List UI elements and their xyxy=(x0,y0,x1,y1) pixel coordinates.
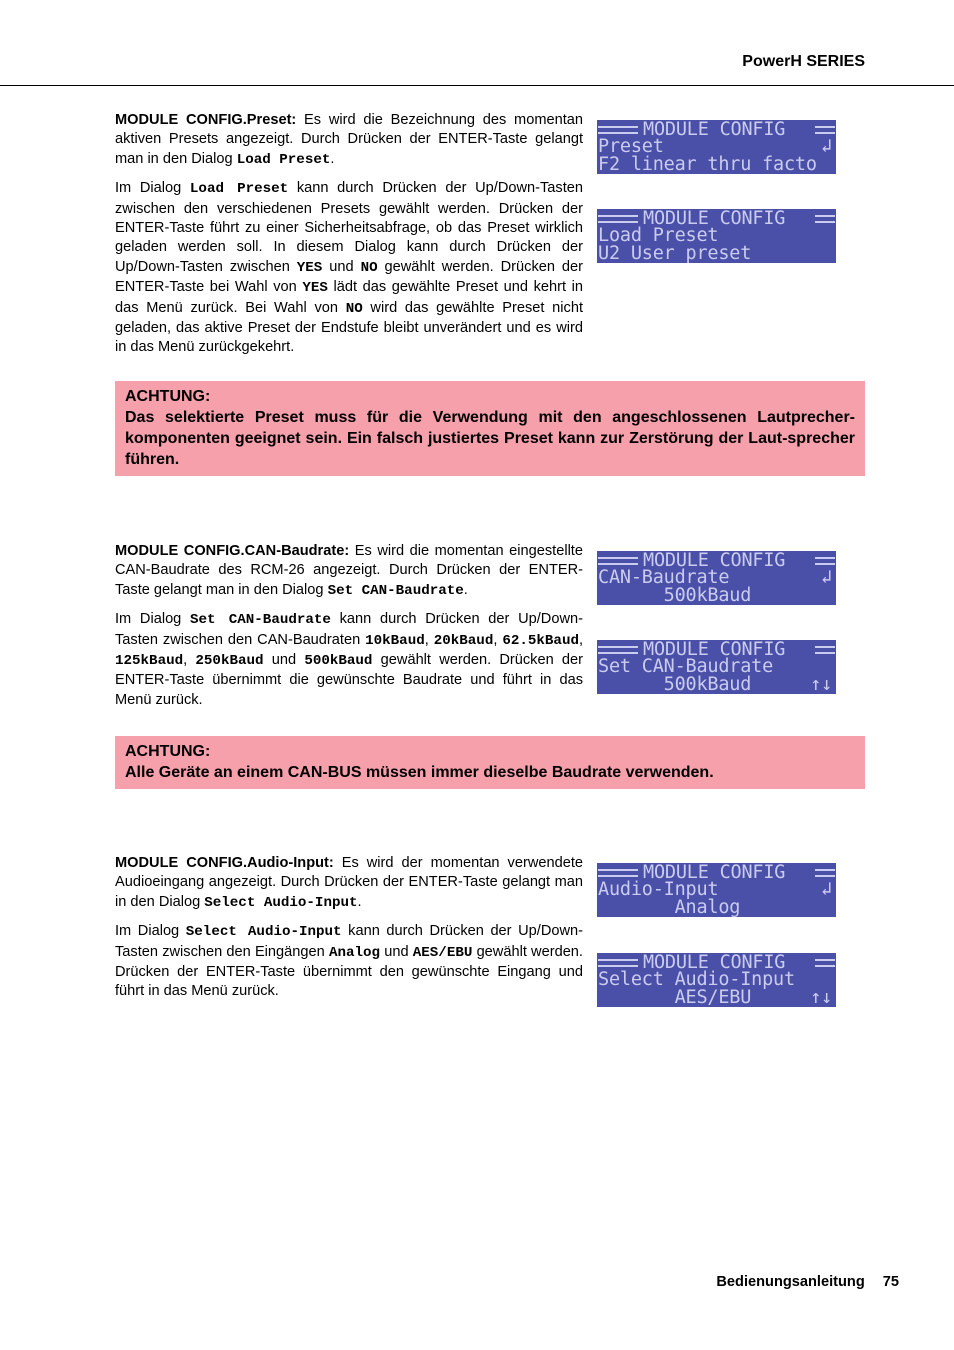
lcd-display xyxy=(597,120,836,174)
lcd-display xyxy=(597,863,836,917)
dialog-name: Set CAN-Baudrate xyxy=(327,582,464,599)
lcd-line-2: U2 User preset xyxy=(598,242,752,263)
text: lädt das gewählte Preset und kehrt in das Menü zurück. Bei Wahl von xyxy=(115,279,583,316)
lcd-line-1: Audio-Input xyxy=(598,879,719,901)
lcd-line-1: Select Audio-Input xyxy=(598,969,795,991)
lcd-display xyxy=(597,209,836,263)
text: . xyxy=(357,893,362,910)
text: Es wird die Bezeichnung des momentan aktiven Presets angezeigt. Durch Drücken der ENTER-Taste gelangt man in den Dialog xyxy=(115,112,583,167)
lcd-line-2: Analog xyxy=(598,896,741,917)
enter-icon: ↲ xyxy=(821,879,832,901)
option-value: 125kBaud xyxy=(115,653,184,670)
option-value: 10kBaud xyxy=(365,632,425,649)
text: gewählt werden. Drücken der ENTER-Taste bei Wahl von xyxy=(115,258,583,296)
lcd-display xyxy=(597,551,836,605)
page-header-title: PowerH SERIES xyxy=(742,53,865,70)
paragraph xyxy=(115,111,583,170)
warning-box xyxy=(115,736,865,789)
paragraph xyxy=(115,922,583,1002)
text: und xyxy=(322,258,361,275)
text: und xyxy=(263,652,305,669)
option-value: AES/EBU xyxy=(412,944,473,961)
section-heading: MODULE CONFIG.Preset: xyxy=(115,112,297,128)
lcd-display xyxy=(597,640,836,694)
lcd-title: MODULE CONFIG xyxy=(643,863,786,883)
section-heading: MODULE CONFIG.CAN-Baudrate: xyxy=(115,543,350,559)
option-value: Analog xyxy=(328,944,381,961)
page-number: 75 xyxy=(882,1274,899,1290)
option-value: 500kBaud xyxy=(304,653,373,670)
text: , xyxy=(493,631,503,648)
text: kann durch Drücken der Up/Down-Tasten zwischen den Eingängen xyxy=(115,923,584,960)
section-text xyxy=(115,542,583,719)
lcd-title: MODULE CONFIG xyxy=(643,953,786,973)
section-heading: MODULE CONFIG.Audio-Input: xyxy=(115,855,334,871)
lcd-line-2: AES/EBU xyxy=(598,986,752,1007)
enter-icon: ↲ xyxy=(821,136,832,158)
paragraph xyxy=(115,179,583,358)
text: . xyxy=(463,581,468,598)
text: kann durch Drücken der Up/Down-Tasten zwischen den verschiedenen Presets gewählt werden. Drücken der ENTER-Taste führt zu einer Sicherheitsabfrage, ob das Preset wirklich geladen werden soll. In diesem Dialog kann durch Drücken der Up/Down-Tasten zwischen xyxy=(115,180,583,275)
lcd-title: MODULE CONFIG xyxy=(643,640,786,660)
footer-label: Bedienungsanleitung xyxy=(716,1274,865,1290)
option-value: NO xyxy=(345,300,363,317)
paragraph xyxy=(115,854,583,913)
text: Im Dialog xyxy=(115,923,186,940)
dialog-name: Set CAN-Baudrate xyxy=(190,612,331,629)
section-preset xyxy=(115,111,865,376)
text: , xyxy=(424,631,434,648)
option-value: NO xyxy=(360,259,378,276)
lcd-line-1: Preset xyxy=(598,136,664,158)
text: , xyxy=(578,631,584,648)
text: . xyxy=(330,150,335,167)
text: wird das gewählte Preset nicht geladen, das aktive Preset der Endstufe bleibt unverändert und es wird in das Menü zurückgekehrt. xyxy=(115,299,583,356)
lcd-title: MODULE CONFIG xyxy=(643,120,786,140)
lcd-line-2: F2 linear thru facto xyxy=(598,153,817,174)
lcd-title: MODULE CONFIG xyxy=(643,209,786,229)
warning-label: ACHTUNG: xyxy=(125,743,211,760)
text: Im Dialog xyxy=(115,611,191,628)
dialog-name: Load Preset xyxy=(189,181,289,198)
text: und xyxy=(380,943,413,960)
text: gewählt werden. Drücken der ENTER-Taste übernimmt den gewünschte Eingang und führt in das Menü zurück. xyxy=(115,943,583,1000)
lcd-display xyxy=(597,953,836,1007)
option-value: 20kBaud xyxy=(433,632,494,649)
lcd-line-2: 500kBaud xyxy=(598,584,752,605)
warning-label: ACHTUNG: xyxy=(125,388,211,405)
text: Es wird der momentan verwendete Audioeingang angezeigt. Durch Drücken der ENTER-Taste gelangt man in den Dialog xyxy=(115,855,583,910)
up-down-arrows-icon: ↑↓ xyxy=(810,673,832,694)
text: , xyxy=(183,652,196,669)
section-can-baudrate xyxy=(115,542,865,732)
up-down-arrows-icon: ↑↓ xyxy=(810,986,832,1007)
lcd-line-1: Set CAN-Baudrate xyxy=(598,656,774,678)
text: Es wird die momentan eingestellte CAN-Baudrate des RCM-26 angezeigt. Durch Drücken der ENTER-Taste gelangt man in den Dialog xyxy=(115,543,583,598)
paragraph xyxy=(115,542,583,601)
header-rule xyxy=(0,85,954,86)
option-value: 62.5kBaud xyxy=(502,632,579,649)
option-value: YES xyxy=(302,280,328,297)
lcd-title: MODULE CONFIG xyxy=(643,551,786,571)
option-value: 250kBaud xyxy=(195,653,264,670)
option-value: YES xyxy=(296,259,323,276)
enter-icon: ↲ xyxy=(821,567,832,589)
warning-text: Das selektierte Preset muss für die Verwendung mit den angeschlossenen Lautprecher-komponenten geeignet sein. Ein falsch justiertes Preset kann zur Zerstörung der Laut-sprecher führen. xyxy=(125,409,855,468)
text: Im Dialog xyxy=(115,180,190,197)
lcd-line-1: Load Preset xyxy=(598,225,719,247)
section-audio-input xyxy=(115,854,865,1014)
lcd-line-2: 500kBaud xyxy=(598,673,752,694)
text: kann durch Drücken der Up/Down-Tasten zwischen den CAN-Baudraten xyxy=(115,611,583,648)
section-text xyxy=(115,111,583,367)
text: gewählt werden. Drücken der ENTER-Taste übernimmt die gewünschte Baudrate und führt in das Menü zurück. xyxy=(115,652,583,708)
warning-box xyxy=(115,381,865,476)
dialog-name: Select Audio-Input xyxy=(185,924,342,941)
paragraph xyxy=(115,610,583,710)
lcd-line-1: CAN-Baudrate xyxy=(598,567,730,589)
dialog-name: Select Audio-Input xyxy=(204,894,358,911)
dialog-name: Load Preset xyxy=(236,151,331,168)
page-footer xyxy=(716,1274,899,1290)
warning-text: Alle Geräte an einem CAN-BUS müssen immer dieselbe Baudrate verwenden. xyxy=(125,764,714,781)
section-text xyxy=(115,854,583,1011)
